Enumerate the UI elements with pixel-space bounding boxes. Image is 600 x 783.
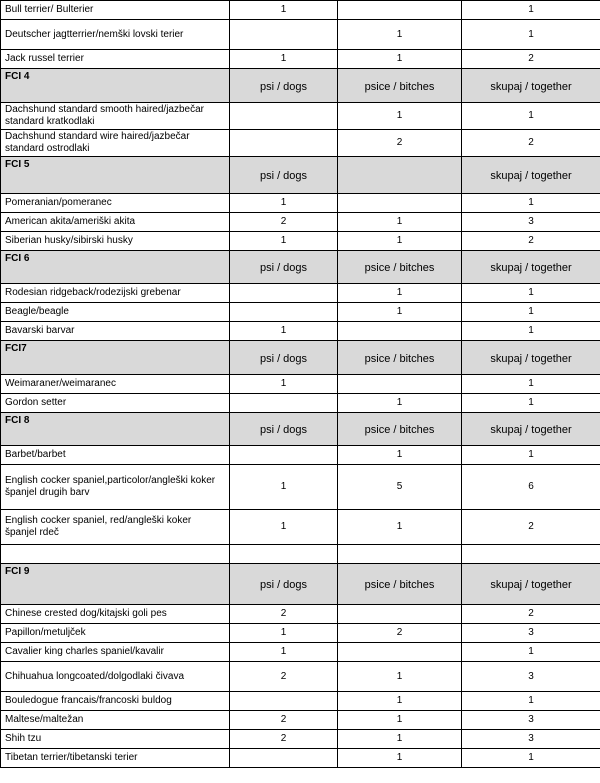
bitches-count: 1 (338, 103, 462, 130)
together-count: 6 (462, 465, 600, 510)
together-count: 1 (462, 394, 600, 413)
table-row (1, 605, 600, 624)
bitches-header: psice / bitches (338, 69, 462, 103)
dogs-count: 1 (230, 510, 338, 545)
together-count: 1 (462, 303, 600, 322)
dogs-count (230, 545, 338, 564)
dogs-count (230, 303, 338, 322)
table-row (1, 446, 600, 465)
bitches-header: psice / bitches (338, 564, 462, 605)
breed-name: Maltese/maltežan (1, 711, 230, 730)
table-row (1, 465, 600, 510)
dogs-count (230, 103, 338, 130)
breed-name: Weimaraner/weimaranec (1, 375, 230, 394)
breed-name: Tibetan terrier/tibetanski terier (1, 749, 230, 768)
bitches-count: 1 (338, 711, 462, 730)
group-header-row (1, 413, 600, 446)
table-row (1, 303, 600, 322)
dogs-count: 1 (230, 1, 338, 20)
table-row (1, 662, 600, 692)
table-row (1, 194, 600, 213)
table-row (1, 510, 600, 545)
bitches-header: psice / bitches (338, 413, 462, 446)
group-label: FCI 5 (1, 157, 230, 194)
dogs-count: 1 (230, 375, 338, 394)
together-count: 1 (462, 194, 600, 213)
bitches-header (338, 157, 462, 194)
group-header-row (1, 341, 600, 375)
together-count: 2 (462, 50, 600, 69)
bitches-count: 1 (338, 730, 462, 749)
table-row (1, 1, 600, 20)
dogs-count: 1 (230, 624, 338, 643)
table-row (1, 20, 600, 50)
table-row (1, 692, 600, 711)
table-row (1, 284, 600, 303)
together-count: 1 (462, 284, 600, 303)
dogs-header: psi / dogs (230, 341, 338, 375)
bitches-count: 1 (338, 692, 462, 711)
dogs-header: psi / dogs (230, 251, 338, 284)
breed-name: Pomeranian/pomeranec (1, 194, 230, 213)
bitches-count: 1 (338, 662, 462, 692)
bitches-count (338, 643, 462, 662)
together-count: 2 (462, 232, 600, 251)
bitches-count (338, 545, 462, 564)
together-count: 1 (462, 375, 600, 394)
dogs-count: 2 (230, 605, 338, 624)
bitches-count: 2 (338, 130, 462, 157)
together-count: 3 (462, 662, 600, 692)
group-header-row (1, 251, 600, 284)
table-row (1, 711, 600, 730)
dogs-count: 1 (230, 322, 338, 341)
dogs-count (230, 130, 338, 157)
breed-name: Cavalier king charles spaniel/kavalir (1, 643, 230, 662)
table-row (1, 394, 600, 413)
group-header-row (1, 157, 600, 194)
dogs-count: 2 (230, 213, 338, 232)
together-count: 3 (462, 711, 600, 730)
breed-name (1, 545, 230, 564)
bitches-count (338, 194, 462, 213)
table-row (1, 375, 600, 394)
together-count: 3 (462, 624, 600, 643)
dogs-count (230, 284, 338, 303)
dogs-header: psi / dogs (230, 564, 338, 605)
together-header: skupaj / together (462, 413, 600, 446)
together-count: 1 (462, 749, 600, 768)
table-row (1, 213, 600, 232)
dogs-count (230, 446, 338, 465)
together-count: 1 (462, 20, 600, 50)
bitches-count: 1 (338, 20, 462, 50)
group-label: FCI 6 (1, 251, 230, 284)
breed-name: Chinese crested dog/kitajski goli pes (1, 605, 230, 624)
together-count: 1 (462, 103, 600, 130)
breed-name: Beagle/beagle (1, 303, 230, 322)
dogs-count: 1 (230, 643, 338, 662)
breed-name: Barbet/barbet (1, 446, 230, 465)
bitches-header: psice / bitches (338, 251, 462, 284)
group-label: FCI 8 (1, 413, 230, 446)
bitches-count: 1 (338, 510, 462, 545)
breed-name: Siberian husky/sibirski husky (1, 232, 230, 251)
dogs-count: 1 (230, 50, 338, 69)
dogs-count: 2 (230, 711, 338, 730)
breed-name: Bavarski barvar (1, 322, 230, 341)
bitches-count (338, 605, 462, 624)
together-header: skupaj / together (462, 69, 600, 103)
bitches-count (338, 1, 462, 20)
breed-name: Bull terrier/ Bulterier (1, 1, 230, 20)
breed-name: Deutscher jagtterrier/nemški lovski terier (1, 20, 230, 50)
table-row (1, 232, 600, 251)
together-count: 3 (462, 213, 600, 232)
together-header: skupaj / together (462, 251, 600, 284)
breed-name: Jack russel terrier (1, 50, 230, 69)
dogs-count: 2 (230, 662, 338, 692)
together-count: 1 (462, 1, 600, 20)
breed-name: Rodesian ridgeback/rodezijski grebenar (1, 284, 230, 303)
table-row (1, 50, 600, 69)
breed-name: Shih tzu (1, 730, 230, 749)
together-count: 1 (462, 643, 600, 662)
together-count: 2 (462, 605, 600, 624)
bitches-count: 1 (338, 232, 462, 251)
together-header: skupaj / together (462, 341, 600, 375)
breed-name: Dachshund standard smooth haired/jazbečar standard kratkodlaki (1, 103, 230, 130)
together-count: 1 (462, 692, 600, 711)
together-count: 2 (462, 130, 600, 157)
table-row (1, 749, 600, 768)
breed-name: American akita/ameriški akita (1, 213, 230, 232)
group-label: FCI 9 (1, 564, 230, 605)
spacer-row (1, 545, 600, 564)
table-row (1, 322, 600, 341)
dogs-count: 1 (230, 232, 338, 251)
together-count: 1 (462, 446, 600, 465)
group-header-row (1, 564, 600, 605)
bitches-count: 1 (338, 446, 462, 465)
table-row (1, 624, 600, 643)
table-row (1, 103, 600, 130)
together-header: skupaj / together (462, 157, 600, 194)
dogs-count (230, 20, 338, 50)
together-count: 2 (462, 510, 600, 545)
breed-name: Bouledogue francais/francoski buldog (1, 692, 230, 711)
together-count (462, 545, 600, 564)
bitches-count: 1 (338, 394, 462, 413)
together-count: 3 (462, 730, 600, 749)
table-body (1, 1, 600, 768)
bitches-count: 5 (338, 465, 462, 510)
bitches-count: 1 (338, 213, 462, 232)
dogs-count: 2 (230, 730, 338, 749)
bitches-count: 1 (338, 303, 462, 322)
dogs-count: 1 (230, 465, 338, 510)
dogs-header: psi / dogs (230, 157, 338, 194)
dogs-count (230, 394, 338, 413)
table-row (1, 643, 600, 662)
table-row (1, 730, 600, 749)
bitches-count: 2 (338, 624, 462, 643)
bitches-count (338, 375, 462, 394)
breed-name: Chihuahua longcoated/dolgodlaki čivava (1, 662, 230, 692)
group-header-row (1, 69, 600, 103)
group-label: FCI7 (1, 341, 230, 375)
bitches-count: 1 (338, 749, 462, 768)
breed-name: Papillon/metuljček (1, 624, 230, 643)
bitches-count: 1 (338, 50, 462, 69)
dogs-count: 1 (230, 194, 338, 213)
together-header: skupaj / together (462, 564, 600, 605)
dogs-count (230, 749, 338, 768)
table-row (1, 130, 600, 157)
together-count: 1 (462, 322, 600, 341)
group-label: FCI 4 (1, 69, 230, 103)
bitches-count (338, 322, 462, 341)
breed-name: English cocker spaniel, red/angleški koker španjel rdeč (1, 510, 230, 545)
bitches-count: 1 (338, 284, 462, 303)
dogs-header: psi / dogs (230, 413, 338, 446)
breed-name: Gordon setter (1, 394, 230, 413)
breed-name: English cocker spaniel,particolor/angleški koker španjel drugih barv (1, 465, 230, 510)
dogs-count (230, 692, 338, 711)
bitches-header: psice / bitches (338, 341, 462, 375)
dogs-header: psi / dogs (230, 69, 338, 103)
breed-name: Dachshund standard wire haired/jazbečar standard ostrodlaki (1, 130, 230, 157)
